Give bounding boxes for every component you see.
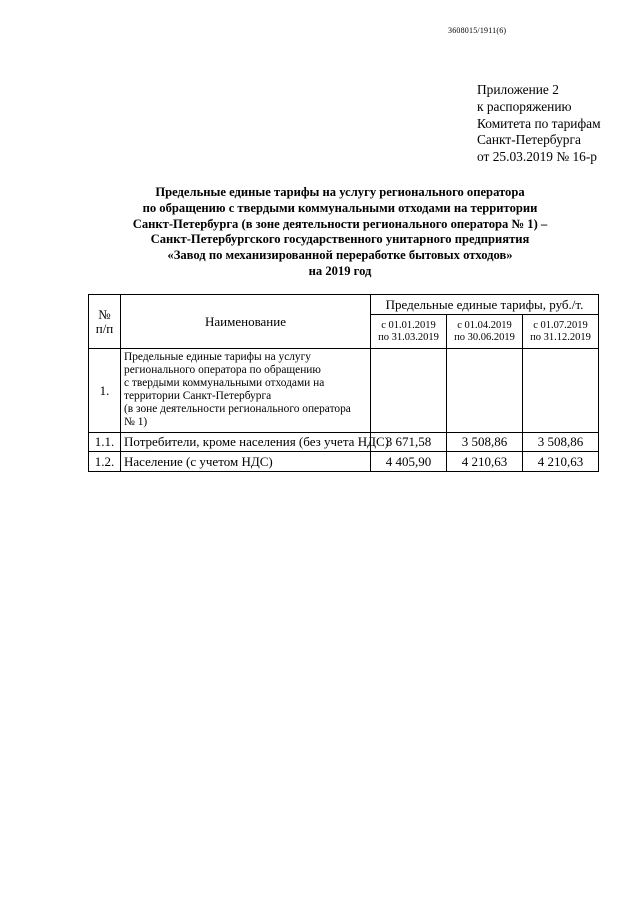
appendix-line: к распоряжению [477, 98, 572, 114]
header-num-symbol: № [98, 306, 111, 322]
header-num-cell [89, 295, 121, 349]
row-value: 4 210,63 [523, 452, 599, 472]
row-name-line: (в зоне деятельности регионального оператора [124, 403, 351, 415]
table-row [89, 452, 599, 472]
row-value [523, 349, 599, 433]
header-num-abbr: п/п [95, 320, 114, 336]
period-from: с 01.07.2019 [533, 319, 588, 331]
appendix-line: Комитета по тарифам [477, 115, 601, 131]
header-name-cell: Наименование [121, 295, 371, 349]
row-value: 3 508,86 [523, 433, 599, 452]
appendix-block [477, 82, 601, 166]
title-line: по обращению с твердыми коммунальными отходами на территории [142, 200, 538, 215]
row-number: 1.2. [89, 452, 121, 472]
row-name: Потребители, кроме населения (без учета НДС) [121, 433, 371, 452]
row-value [371, 349, 447, 433]
row-name-line: с твердыми коммунальными отходами на [124, 377, 325, 389]
row-number: 1. [89, 349, 121, 433]
period-from: с 01.04.2019 [457, 319, 512, 331]
row-name-line: регионального оператора по обращению [124, 364, 321, 376]
header-tariffs-group: Предельные единые тарифы, руб./т. [371, 295, 599, 315]
document-code: 3608015/1911(6) [448, 26, 507, 35]
period-to: по 31.03.2019 [378, 331, 439, 343]
row-name: Население (с учетом НДС) [121, 452, 371, 472]
title-line: Санкт-Петербурга (в зоне деятельности регионального оператора № 1) – [132, 216, 548, 231]
appendix-line: от 25.03.2019 № 16-р [477, 149, 597, 165]
period-header [523, 315, 599, 349]
row-value: 3 508,86 [447, 433, 523, 452]
tariffs-table [88, 294, 599, 472]
row-number: 1.1. [89, 433, 121, 452]
row-name-line: Предельные единые тарифы на услугу [124, 351, 311, 363]
appendix-line: Приложение 2 [477, 82, 559, 97]
document-title [90, 185, 590, 280]
period-to: по 31.12.2019 [530, 331, 591, 343]
row-value: 4 210,63 [447, 452, 523, 472]
period-header [371, 315, 447, 349]
table-row [89, 433, 599, 452]
period-header [447, 315, 523, 349]
period-to: по 30.06.2019 [454, 331, 515, 343]
title-line: Санкт-Петербургского государственного унитарного предприятия [150, 232, 530, 247]
table-row [89, 349, 599, 433]
period-from: с 01.01.2019 [381, 319, 436, 331]
row-name [121, 349, 371, 433]
table-header-row [89, 295, 599, 315]
title-line: «Завод по механизированной переработке бытовых отходов» [167, 248, 513, 263]
row-value: 4 405,90 [371, 452, 447, 472]
row-name-line: № 1) [124, 416, 148, 428]
title-line: Предельные единые тарифы на услугу регионального оператора [155, 185, 525, 199]
row-value: 3 671,58 [371, 433, 447, 452]
row-value [447, 349, 523, 433]
row-name-line: территории Санкт-Петербурга [124, 390, 272, 402]
title-line: на 2019 год [308, 263, 372, 278]
appendix-line: Санкт-Петербурга [477, 132, 581, 148]
